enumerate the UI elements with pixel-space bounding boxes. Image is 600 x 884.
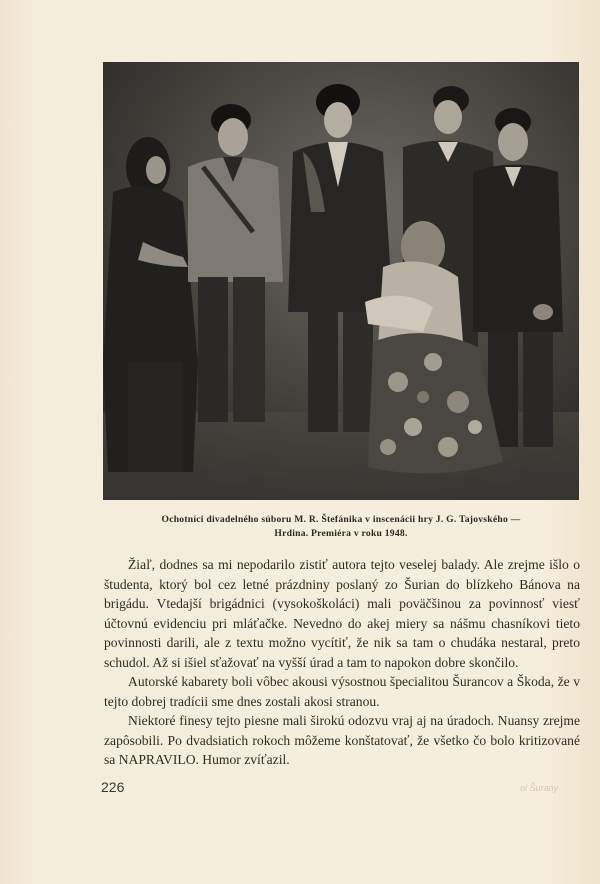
theatre-scene-photo-icon bbox=[103, 62, 579, 500]
bleed-through-text: ol Šurany bbox=[520, 783, 559, 793]
body-text bbox=[104, 555, 580, 770]
paragraph-3: Niektoré finesy tejto piesne mali širokú odozvu vraj aj na úradoch. Nuansy zrejme zapôsobili. Po dvadsiatich rokoch môžeme konštatovať, že všetko čo bolo kritizované sa NAPRAVILO. Humor zvíťazil. bbox=[104, 713, 580, 767]
caption-line-2: Hrdina. Premiéra v roku 1948. bbox=[274, 528, 408, 539]
paragraph-2: Autorské kabarety boli vôbec akousi výsostnou špecialitou Šurancov a Škoda, že v tejto dobrej tradícii sme dnes zostali akosi stranou. bbox=[104, 674, 580, 709]
page-number: 226 bbox=[101, 779, 125, 795]
caption-line-1: Ochotníci divadelného súboru M. R. Štefánika v inscenácii hry J. G. Tajovského — bbox=[161, 514, 521, 525]
paragraph-1: Žiaľ, dodnes sa mi nepodarilo zistiť autora tejto veselej balady. Ale zrejme išlo o študenta, ktorý bol cez letné prázdniny poslaný zo Šurian do blízkeho Bánova na brigádu. Vtedajší brigádnici (vysokoškoláci) mali poväčšinou za povinnosť viesť účtovnú evidenciu pri mláťačke. Nevedno do akej miery sa nášmu chasníkovi tieto povinnosti darili, ale z textu možno vycítiť, že nik sa tam o chudáka nestaral, preto schudol. Až si išiel sťažovať na vyšší úrad a tam to napokon dobre skončilo. bbox=[104, 557, 580, 670]
theatre-photo bbox=[103, 62, 579, 500]
photo-caption bbox=[100, 513, 582, 541]
